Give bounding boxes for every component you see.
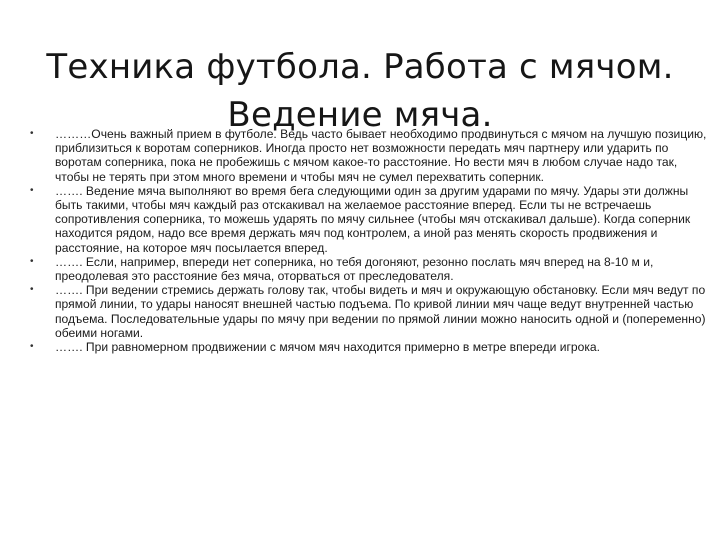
bullet-item — [30, 340, 710, 354]
bullet-item — [30, 283, 710, 340]
bullet-text: ……. При ведении стремись держать голову так, чтобы видеть и мяч и окружающую обстановку. Если мяч ведут по прямой линии, то удары наносят внешней частью подъема. По кривой линии мяч чаще ведут внутренней частью подъема. Последовательные удары по мячу при ведении по прямой линии можно наносить одной и (попеременно) обеими ногами. — [55, 283, 706, 340]
bullet-text: ……. Ведение мяча выполняют во время бега следующими один за другим ударами по мячу. Удары эти должны быть такими, чтобы мяч каждый раз отскакивал на желаемое расстояние вперед. Если ты не встречаешь сопротивления соперника, то можешь ударять по мячу сильнее (чтобы мяч отскакивал дальше). Когда соперник находится рядом, надо все время держать мяч под контролем, а иной раз менять скорость продвижения и расстояние, на которое мяч посылается вперед. — [55, 183, 691, 255]
bullet-item — [30, 127, 710, 184]
bullet-dot-icon: • — [30, 128, 34, 139]
slide-title-line-1: Техника футбола. Работа с мячом. — [46, 46, 674, 87]
bullet-list — [30, 127, 710, 354]
slide-title — [40, 43, 680, 139]
bullet-dot-icon: • — [30, 255, 34, 267]
bullet-item — [30, 184, 710, 255]
bullet-text: ……. Если, например, впереди нет соперника, но тебя догоняют, резонно послать мяч вперед на 8-10 м и, преодолевая это расстояние без мяча, оторваться от преследователя. — [55, 254, 654, 284]
bullet-dot-icon: • — [30, 341, 34, 353]
slide-title-line-2: Ведение мяча. — [227, 94, 493, 135]
bullet-dot-icon: • — [30, 284, 34, 296]
bullet-text: ……. При равномерном продвижении с мячом мяч находится примерно в метре впереди игрока. — [55, 340, 601, 355]
bullet-text: ………Очень важный прием в футболе. Ведь часто бывает необходимо продвинуться с мячом на лучшую позицию, приблизиться к воротам соперников. Иногда просто нет возможности передать мяч партнеру или ударить по воротам соперника, пока не пробежишь с мячом какое-то расстояние. Но вести мяч в любом случае надо так, чтобы не терять при этом много времени и чтобы мяч не сумел перехватить соперник. — [55, 127, 707, 184]
bullet-dot-icon: • — [30, 184, 34, 196]
bullet-item — [30, 255, 710, 283]
